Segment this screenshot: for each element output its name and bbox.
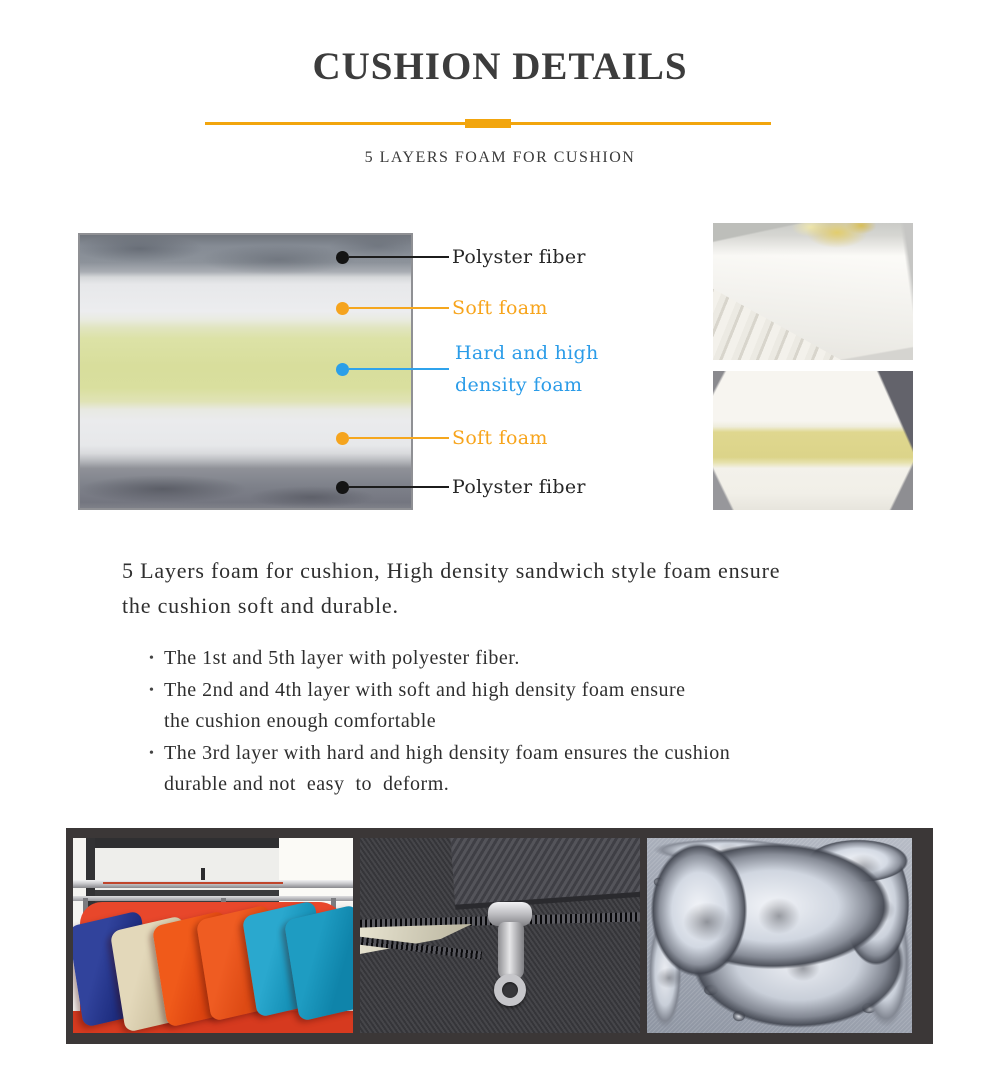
foam-sandwich-photo	[713, 371, 913, 510]
zipper-photo	[360, 838, 640, 1033]
pillows-photo	[73, 838, 353, 1033]
layer-5-leader-line	[349, 486, 449, 488]
zipper-pull-body	[498, 922, 524, 980]
layer-3-dot	[336, 363, 349, 376]
intro-line: 5 Layers foam for cushion, High density sandwich style foam ensure	[122, 558, 781, 583]
intro-paragraph	[122, 553, 922, 623]
page-title: CUSHION DETAILS	[312, 45, 688, 88]
intro-line: the cushion soft and durable.	[122, 593, 399, 618]
layer-5-dot	[336, 481, 349, 494]
layer-1-dot	[336, 251, 349, 264]
layer-2-leader-line	[349, 307, 449, 309]
foam-sheets-photo	[713, 223, 913, 360]
layer-4-leader-line	[349, 437, 449, 439]
window-shade	[279, 838, 353, 902]
balcony-railing	[73, 896, 353, 901]
bullet-item-2: • The 2nd and 4th layer with soft and high density foam ensure the cushion enough comfortable	[149, 675, 869, 738]
feature-bullet-list	[149, 643, 869, 801]
bullet-item-3: • The 3rd layer with hard and high density foam ensures the cushion durable and not easy to deform.	[149, 738, 869, 801]
layer-5-label: Polyster fiber	[452, 476, 586, 498]
section-divider	[205, 122, 771, 125]
layer-2-dot	[336, 302, 349, 315]
fabric-panel	[450, 838, 640, 910]
bullet-dot: •	[149, 682, 155, 698]
railing-reflection	[103, 882, 283, 884]
layer-3-leader-line	[349, 368, 449, 370]
window-frame	[91, 838, 281, 848]
bullet-dot: •	[149, 745, 155, 761]
bullet-item-1: • The 1st and 5th layer with polyester fiber.	[149, 643, 869, 675]
divider-accent	[465, 119, 511, 128]
bullet-dot: •	[149, 651, 155, 666]
foam-cross-section-photo	[78, 233, 413, 510]
layer-1-label: Polyster fiber	[452, 246, 586, 268]
waterproof-fabric-photo	[647, 838, 912, 1033]
layer-4-label: Soft foam	[452, 427, 548, 449]
layer-2-label: Soft foam	[452, 297, 548, 319]
layer-1-leader-line	[349, 256, 449, 258]
section-subtitle: 5 LAYERS FOAM FOR CUSHION	[364, 149, 636, 166]
zipper-pull-hole	[494, 974, 526, 1006]
layer-4-dot	[336, 432, 349, 445]
layer-3-label: Hard and high density foam	[455, 342, 599, 396]
bottom-photo-strip	[66, 828, 933, 1044]
